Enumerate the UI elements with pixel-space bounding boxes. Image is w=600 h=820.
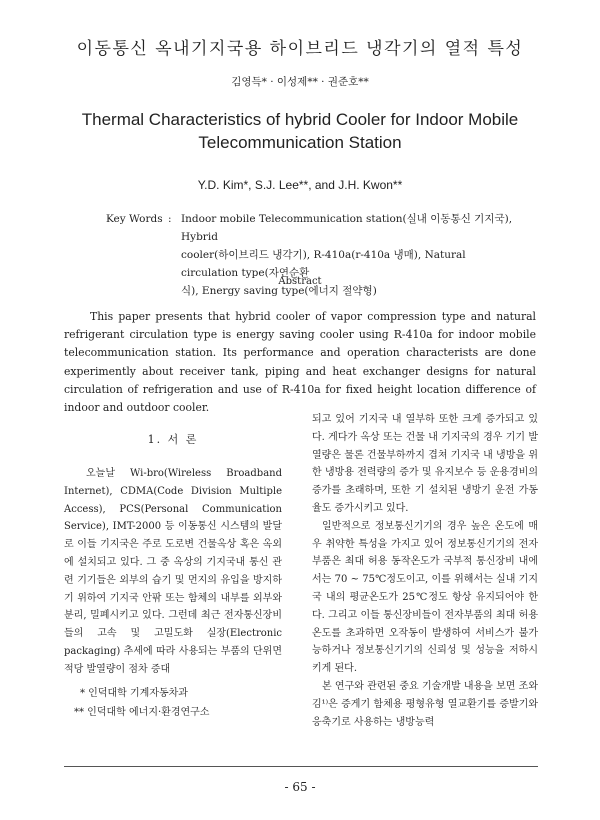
abstract-heading: Abstract (278, 276, 322, 287)
keywords-line-2: cooler(하이브리드 냉각기), R-410a(r-410a 냉매), Natural circulation type(자연순환 (181, 249, 466, 279)
footer-divider (64, 766, 538, 767)
keywords-label: Key Words (106, 213, 163, 225)
keywords-colon: : (168, 213, 172, 225)
page-number: - 65 - (284, 780, 316, 794)
footnotes (74, 684, 290, 722)
right-paragraph-3: 본 연구와 관련된 중요 기술개발 내용을 보면 조와 김¹⁾은 증게기 함체용 평형유형 열교환기를 증발기와 응축기로 사용하는 냉방능력 (312, 680, 538, 728)
korean-title: 이동통신 옥내기지국용 하이브리드 냉각기의 열적 특성 (76, 39, 524, 59)
introduction-paragraph: 오늘날 Wi-bro(Wireless Broadband Internet), CDMA(Code Division Multiple Access), PCS(Personal Communication Service), IMT-2000 등 이동통신 시스템의 발달로 이들 기지국은 주로 도로변 건물옥상 혹은 옥외에 설치되고 있다. 그 중 옥상의 기지국내 통신 관련 기기들은 외부의 습기 및 먼지의 유입을 방지하기 위하여 기지국 안팎 또는 함체의 내부를 외부와 분리, 밀폐시키고 있다. 그런데 최근 전자통신장비들의 고속 및 고밀도화 실장(Electronic packaging) 추세에 따라 사용되는 부품의 단위면적당 발열량이 점차 증대 (64, 468, 282, 675)
footnote-affiliation-1: * 인덕대학 기계자동차과 (80, 688, 188, 699)
abstract-body (64, 308, 536, 417)
keywords-line-3: 식), Energy saving type(에너지 절약형) (181, 285, 377, 297)
footnote-affiliation-2: ** 인덕대학 에너지·환경연구소 (74, 707, 210, 718)
section-heading-introduction: 1. 서 론 (147, 433, 199, 446)
right-paragraph-2: 일반적으로 정보통신기기의 경우 높은 온도에 매우 취약한 특성을 가지고 있어 정보통신기기의 전자부품은 최대 허용 동작온도가 국부적 통신장비 내에서는 70 ~ 75℃정도이고, 이를 위해서는 실내 기지국 내의 평균온도가 25℃정도 항상 유지되어야 한다. 그리고 이들 통신장비들이 전자부품의 최대 허용온도를 초과하면 오작동이 발생하여 서비스가 불가능하거나 정보통신기기의 신뢰성 및 성능을 저하시키게 된다. (312, 520, 538, 675)
right-column (312, 411, 538, 731)
right-paragraph-1: 되고 있어 기지국 내 열부하 또한 크게 증가되고 있다. 게다가 옥상 또는 건물 내 기지국의 경우 기기 발열량은 물론 건물부하까지 겹쳐 기지국 내 냉방을 위한 냉방용 전력량의 증가 및 유지보수 등 운용경비의 증가를 초래하며, 또한 기 설치된 냉방기 운전 가동율도 증가시키고 있다. (312, 414, 538, 514)
left-column (64, 428, 282, 679)
english-title-line-2: Telecommunication Station (198, 133, 402, 152)
english-title-line-1: Thermal Characteristics of hybrid Cooler for Indoor Mobile (81, 110, 519, 129)
keywords-line-1: Indoor mobile Telecommunication station(실내 이동통신 기지국), Hybrid (181, 213, 513, 243)
abstract-paragraph: This paper presents that hybrid cooler of vapor compression type and natural refrigerant circulation type is energy saving cooler using R-410a for indoor mobile telecommunication station. Its performance and operation characterists are done experimently about receiver tank, piping and heat exchanger designs for natural circulation of refrigeration and use of R-410a for fixed height location difference of indoor and outdoor cooler. (64, 310, 536, 415)
english-authors: Y.D. Kim*, S.J. Lee**, and J.H. Kwon** (197, 178, 403, 192)
english-title (60, 108, 540, 154)
korean-authors: 김영득* · 이성제** · 권준호** (231, 76, 369, 88)
